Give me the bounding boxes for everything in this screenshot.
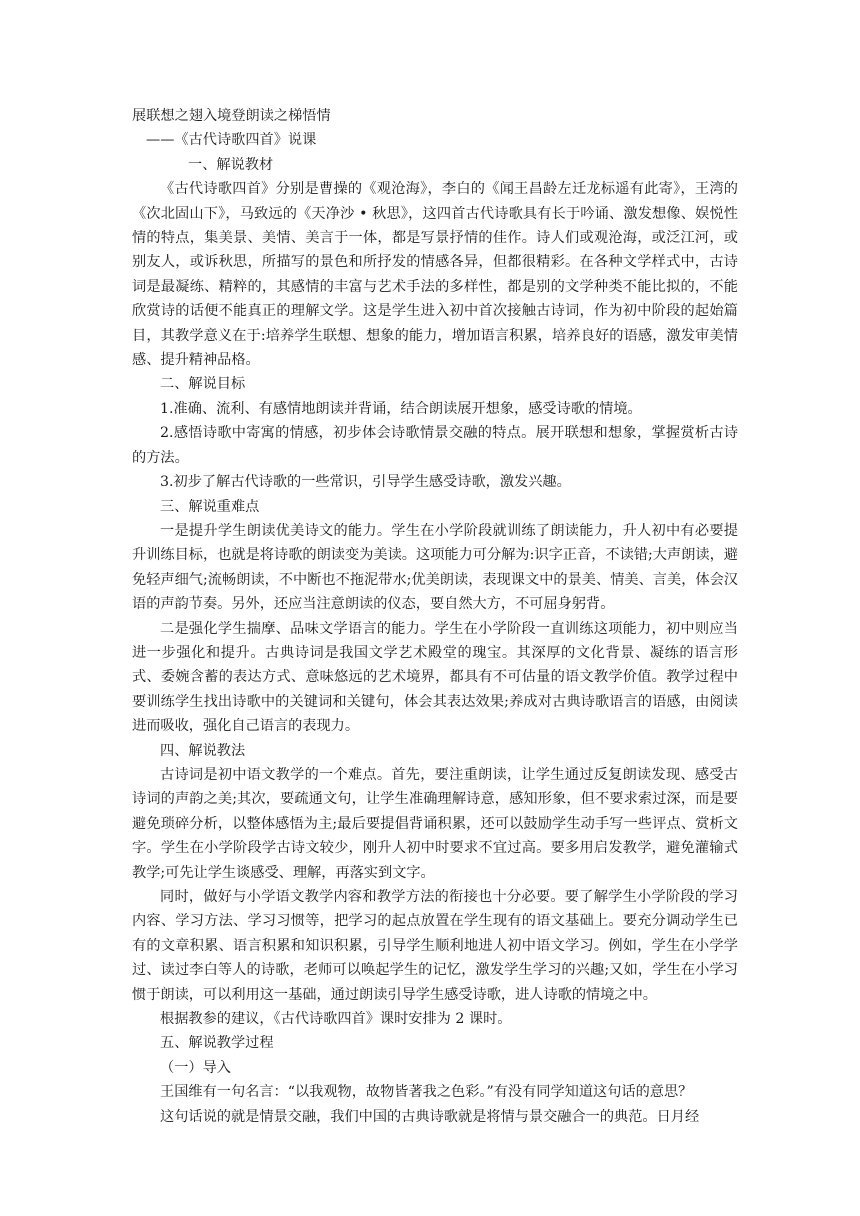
paragraph: 王国维有一句名言：“以我观物，故物皆著我之色彩。”有没有同学知道这句话的意思？ [160,1084,693,1101]
paragraph: 古诗词是初中语文教学的一个难点。首先，要注重朗读，让学生通过反复朗读发现、感受古诗词的声韵之美;其次，要疏通文句，让学生准确理解诗意，感知形象，但不要求索过深，而是要避免琐碎分析，以整体感悟为主;最后要提倡背诵积累，还可以鼓励学生动手写一些评点、赏析文字。学生在小学阶段学古诗文较少，刚升人初中时要求不宜过高。要多用启发教学，避免灌输式教学;可先让学生谈感受、理解，再落实到文字。 [132,766,738,881]
paragraph: 二是强化学生揣摩、品味文学语言的能力。学生在小学阶段一直训练这项能力，初中则应当进一步强化和提升。古典诗词是我国文学艺术殿堂的瑰宝。其深厚的文化背景、凝练的语言形式、委婉含蓄的表达方式、意味悠远的艺术境界，都具有不可估量的语文教学价值。教学过程中要训练学生找出诗歌中的关键词和关键句，体会其表达效果;养成对古典诗歌语言的语感，由阅读进而吸收，强化自己语言的表现力。 [132,620,738,735]
objective-item: 2.感悟诗歌中寄寓的情感，初步体会诗歌情景交融的特点。展开联想和想象，掌握赏析古诗的方法。 [132,425,738,466]
section-heading-3: 三、解说重难点 [160,498,260,515]
subsection-heading: （一）导入 [160,1059,231,1076]
section-heading-4: 四、解说教法 [160,742,246,759]
objective-item: 3.初步了解古代诗歌的一些常识，引导学生感受诗歌，激发兴趣。 [160,474,571,491]
objective-item: 1.准确、流利、有感情地朗读并背诵，结合朗读展开想象，感受诗歌的情境。 [160,400,642,417]
paragraph: 《古代诗歌四首》分别是曹操的《观沧海》，李白的《闻王昌龄左迁龙标遥有此寄》，王湾的《次北固山下》，马致远的《天净沙 • 秋思》，这四首古代诗歌具有长于吟诵、激发想像、娱悦性情的特点，集美景、美情、美言于一体，都是写景抒情的佳作。诗人们或观沧海，或泛江河，或别友人，或诉秋思，所描写的景色和所抒发的情感各异，但都很精彩。在各种文学样式中，古诗词是最凝练、精粹的，其感情的丰富与艺术手法的多样性，都是别的文学种类不能比拟的，不能欣赏诗的话便不能真正的理解文学。这是学生进入初中首次接触古诗词，作为初中阶段的起始篇目，其教学意义在于:培养学生联想、想象的能力，增加语言积累，培养良好的语感，激发审美情感、提升精神品格。 [132,181,738,369]
section-heading-5: 五、解说教学过程 [160,1035,274,1052]
paragraph: 一是提升学生朗读优美诗文的能力。学生在小学阶段就训练了朗读能力，升人初中有必要提升训练目标，也就是将诗歌的朗读变为美读。这项能力可分解为:识字正音，不读错;大声朗读，避免轻声细气;流畅朗读，不中断也不拖泥带水;优美朗读，表现课文中的景美、情美、言美，体会汉语的声韵节奏。另外，还应当注意朗读的仪态，要自然大方，不可屈身躬背。 [132,522,738,613]
document-subtitle: ——《古代诗歌四首》说课 [146,132,317,149]
document-title: 展联想之翅入境登朗读之梯悟情 [132,108,331,124]
paragraph: 这句话说的就是情景交融，我们中国的古典诗歌就是将情与景交融合一的典范。日月经 [160,1108,700,1125]
document-page [132,104,738,1129]
paragraph: 同时，做好与小学语文教学内容和教学方法的衔接也十分必要。要了解学生小学阶段的学习内容、学习方法、学习习惯等，把学习的起点放置在学生现有的语文基础上。要充分调动学生已有的文章积累、语言积累和知识积累，引导学生顺利地进人初中语文学习。例如，学生在小学学过、读过李白等人的诗歌，老师可以唤起学生的记忆，激发学生学习的兴趣;又如，学生在小学习惯于朗读，可以利用这一基础，通过朗读引导学生感受诗歌，进人诗歌的情境之中。 [132,889,738,1003]
paragraph: 根据教参的建议，《古代诗歌四首》课时安排为 2 课时。 [160,1011,512,1028]
section-heading-2: 二、解说目标 [160,376,246,393]
section-heading-1: 一、解说教材 [188,156,274,173]
